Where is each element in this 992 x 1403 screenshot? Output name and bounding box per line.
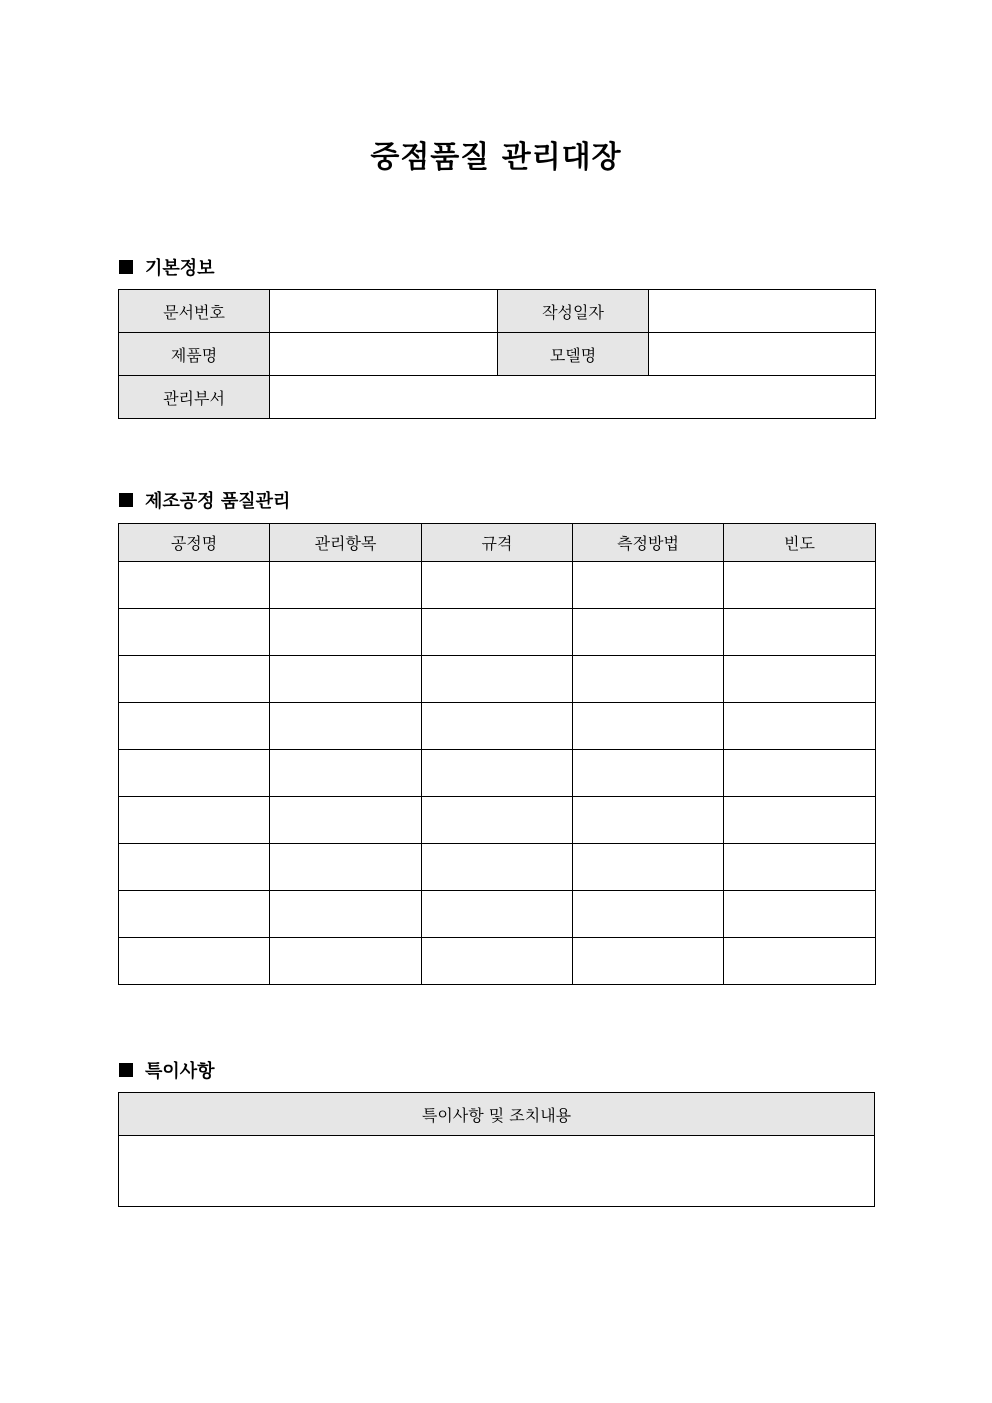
table-cell[interactable]: [573, 703, 724, 750]
table-cell[interactable]: [422, 562, 573, 609]
table-cell[interactable]: [724, 562, 876, 609]
table-row: [119, 891, 876, 938]
table-cell[interactable]: [724, 703, 876, 750]
table-cell[interactable]: [270, 797, 422, 844]
table-cell[interactable]: [422, 656, 573, 703]
process-heading: [119, 487, 290, 513]
table-row: [119, 656, 876, 703]
basic-info-table: [118, 289, 876, 419]
dept-field[interactable]: [270, 376, 876, 419]
process-table: [118, 523, 876, 985]
table-cell[interactable]: [270, 656, 422, 703]
table-cell[interactable]: [724, 656, 876, 703]
date-label: 작성일자: [498, 290, 649, 333]
table-cell[interactable]: [422, 703, 573, 750]
column-header: 빈도: [724, 524, 876, 562]
table-cell[interactable]: [573, 562, 724, 609]
table-cell[interactable]: [422, 938, 573, 985]
table-cell[interactable]: [724, 750, 876, 797]
table-cell[interactable]: [573, 609, 724, 656]
page-title: 중점품질 관리대장: [370, 140, 622, 175]
remarks-table: [118, 1092, 875, 1207]
column-header: 측정방법: [573, 524, 724, 562]
table-cell[interactable]: [724, 844, 876, 891]
basic-info-heading: [119, 254, 215, 280]
table-row: [119, 797, 876, 844]
table-cell[interactable]: [573, 797, 724, 844]
table-cell[interactable]: [119, 562, 270, 609]
table-row: [119, 562, 876, 609]
table-cell[interactable]: [270, 844, 422, 891]
table-cell[interactable]: [119, 844, 270, 891]
table-cell[interactable]: [422, 609, 573, 656]
remarks-content-field[interactable]: [119, 1136, 875, 1207]
table-cell[interactable]: [724, 609, 876, 656]
table-cell[interactable]: [119, 609, 270, 656]
table-row: [119, 703, 876, 750]
remarks-heading: [119, 1057, 215, 1083]
square-bullet-icon: [119, 1063, 133, 1077]
dept-label: 관리부서: [119, 376, 270, 419]
table-cell[interactable]: [119, 656, 270, 703]
product-field[interactable]: [270, 333, 498, 376]
table-cell[interactable]: [270, 703, 422, 750]
model-field[interactable]: [649, 333, 876, 376]
table-cell[interactable]: [119, 750, 270, 797]
table-cell[interactable]: [119, 797, 270, 844]
model-label: 모델명: [498, 333, 649, 376]
table-cell[interactable]: [270, 938, 422, 985]
table-row: [119, 609, 876, 656]
square-bullet-icon: [119, 493, 133, 507]
square-bullet-icon: [119, 260, 133, 274]
date-field[interactable]: [649, 290, 876, 333]
table-cell[interactable]: [422, 844, 573, 891]
doc-number-field[interactable]: [270, 290, 498, 333]
table-cell[interactable]: [724, 891, 876, 938]
column-header: 공정명: [119, 524, 270, 562]
table-cell[interactable]: [573, 656, 724, 703]
doc-number-label: 문서번호: [119, 290, 270, 333]
table-cell[interactable]: [422, 891, 573, 938]
table-cell[interactable]: [270, 562, 422, 609]
table-cell[interactable]: [119, 938, 270, 985]
process-header-row: [119, 524, 876, 562]
table-cell[interactable]: [270, 891, 422, 938]
table-cell[interactable]: [573, 938, 724, 985]
table-cell[interactable]: [119, 891, 270, 938]
remarks-column-header: 특이사항 및 조치내용: [119, 1093, 875, 1136]
table-cell[interactable]: [270, 750, 422, 797]
table-cell[interactable]: [724, 938, 876, 985]
table-cell[interactable]: [270, 609, 422, 656]
product-label: 제품명: [119, 333, 270, 376]
table-row: [119, 750, 876, 797]
table-row: [119, 938, 876, 985]
table-cell[interactable]: [724, 797, 876, 844]
process-heading-text: 제조공정 품질관리: [145, 491, 291, 512]
table-row: [119, 844, 876, 891]
column-header: 관리항목: [270, 524, 422, 562]
column-header: 규격: [422, 524, 573, 562]
table-cell[interactable]: [422, 797, 573, 844]
remarks-heading-text: 특이사항: [145, 1061, 215, 1082]
table-cell[interactable]: [573, 750, 724, 797]
table-cell[interactable]: [422, 750, 573, 797]
table-cell[interactable]: [573, 891, 724, 938]
basic-info-heading-text: 기본정보: [145, 258, 215, 279]
table-cell[interactable]: [119, 703, 270, 750]
table-cell[interactable]: [573, 844, 724, 891]
